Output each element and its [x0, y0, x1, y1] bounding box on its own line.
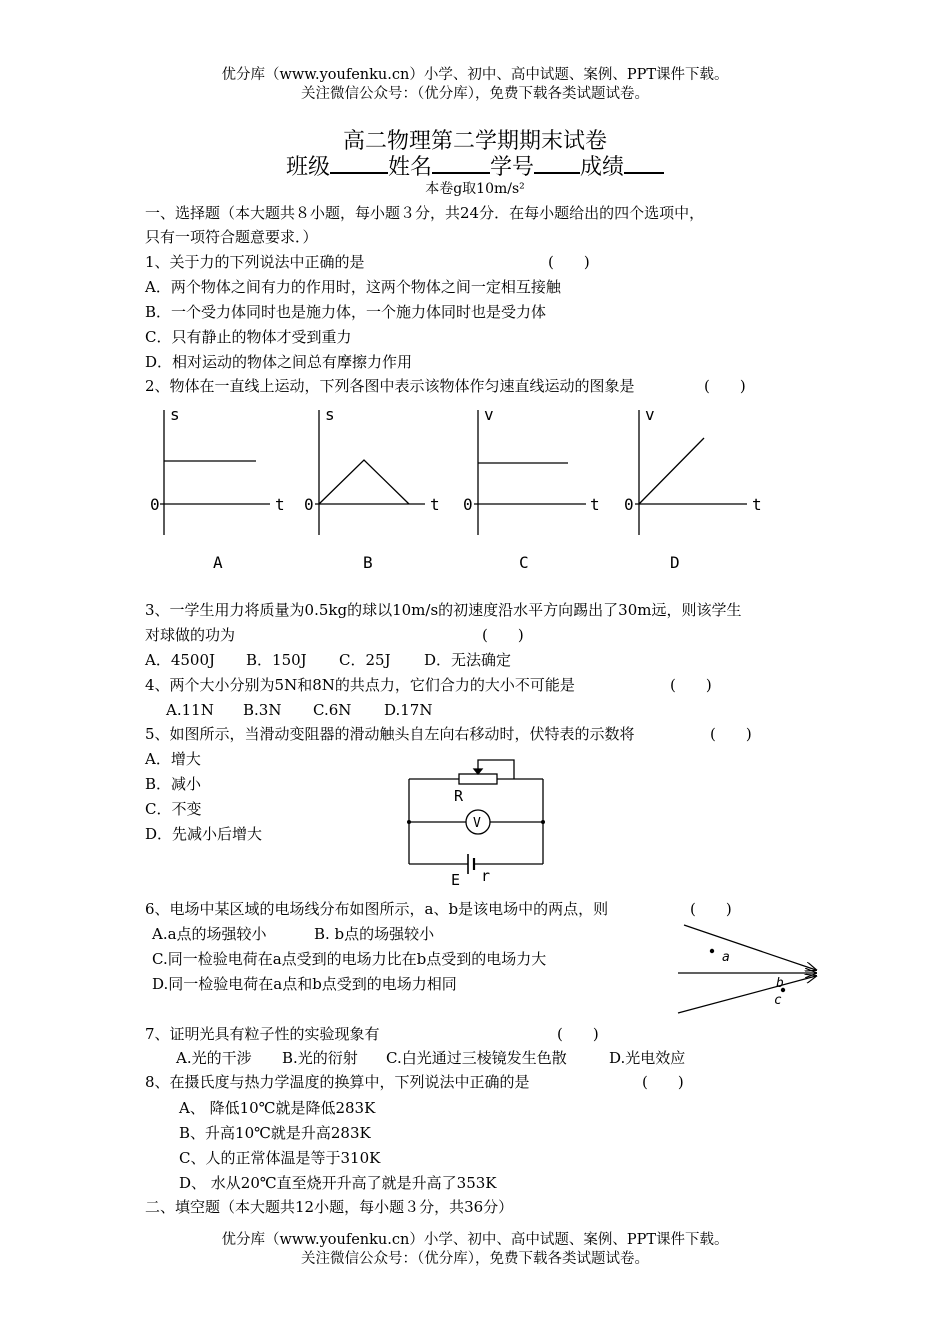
graph-c-y-label: v	[484, 405, 494, 424]
score-label: 成绩	[580, 155, 625, 180]
q8-answer-paren[interactable]: ( )	[642, 1073, 684, 1091]
q5-option-d: D．先减小后增大	[145, 825, 263, 843]
q2-answer-paren[interactable]: ( )	[704, 377, 746, 395]
graph-d-line	[639, 438, 704, 504]
graph-d-caption: D	[670, 553, 680, 572]
q6-answer-paren[interactable]: ( )	[690, 900, 732, 918]
gravity-note: 本卷g取10m/s²	[425, 181, 525, 197]
q3-option-d: D．无法确定	[424, 651, 512, 669]
q7-option-c: C.白光通过三棱镜发生色散	[386, 1049, 567, 1067]
graph-a	[150, 405, 285, 572]
id-blank[interactable]	[534, 152, 580, 174]
score-blank[interactable]	[624, 152, 664, 174]
q5-stem: 5、如图所示，当滑动变阻器的滑动触头自左向右移动时，伏特表的示数将	[145, 725, 635, 743]
q3-stem-2: 对球做的功为	[145, 626, 236, 644]
q2-graphs	[140, 400, 780, 580]
student-info-row	[0, 150, 950, 181]
q6-option-a: A.a点的场强较小	[152, 925, 267, 943]
point-c-label: c	[774, 993, 782, 1008]
graph-b-line	[319, 460, 409, 504]
q6-stem: 6、电场中某区域的电场线分布如图所示，a、b是该电场中的两点，则	[145, 900, 609, 918]
q6-option-d: D.同一检验电荷在a点和b点受到的电场力相同	[152, 975, 457, 993]
page-title: 高二物理第二学期期末试卷	[342, 129, 607, 154]
graph-a-caption: A	[213, 553, 223, 572]
q3-option-a: A．4500J	[145, 651, 216, 669]
name-label: 姓名	[387, 155, 432, 180]
internal-resistance-label: r	[481, 867, 491, 885]
graph-d-x-label: t	[752, 495, 762, 514]
name-blank[interactable]	[432, 152, 490, 174]
q1-option-a: A．两个物体之间有力的作用时，这两个物体之间一定相互接触	[145, 278, 561, 296]
q3-option-b: B．150J	[246, 651, 307, 669]
graph-a-origin: 0	[150, 495, 160, 514]
q4-option-a: A.11N	[166, 701, 214, 719]
q1-option-d: D．相对运动的物体之间总有摩擦力作用	[145, 353, 413, 371]
field-line-bottom	[678, 976, 816, 1013]
q8-option-c: C、人的正常体温是等于310K	[179, 1149, 381, 1167]
q3-answer-paren[interactable]: ( )	[482, 626, 524, 644]
q7-answer-paren[interactable]: ( )	[557, 1025, 599, 1043]
q5-answer-paren[interactable]: ( )	[710, 725, 752, 743]
q5-option-b: B．减小	[145, 775, 202, 793]
class-label: 班级	[285, 155, 330, 180]
q4-option-c: C.6N	[313, 701, 352, 719]
graph-c	[463, 405, 600, 572]
q8-option-d: D、 水从20℃直至烧开升高了就是升高了353K	[179, 1174, 497, 1192]
q1-stem: 1、关于力的下列说法中正确的是	[145, 253, 365, 271]
footer-line-2: 关注微信公众号：（优分库），免费下载各类试题试卷。	[301, 1251, 649, 1267]
q7-option-d: D.光电效应	[609, 1049, 686, 1067]
q5-circuit	[400, 752, 560, 890]
q7-option-a: A.光的干涉	[176, 1049, 252, 1067]
graph-a-x-label: t	[275, 495, 285, 514]
section2-heading: 二、填空题（本大题共12小题，每小题３分，共36分）	[145, 1198, 514, 1216]
q6-option-c: C.同一检验电荷在a点受到的电场力比在b点受到的电场力大	[152, 950, 547, 968]
header-line-1: 优分库（www.youfenku.cn）小学、初中、高中试题、案例、PPT课件下载。	[221, 67, 729, 83]
id-label: 学号	[490, 155, 535, 180]
graph-b-x-label: t	[430, 495, 440, 514]
q4-answer-paren[interactable]: ( )	[670, 676, 712, 694]
graph-d-y-label: v	[645, 405, 655, 424]
q5-option-a: A．增大	[145, 750, 201, 768]
point-b-label: b	[776, 976, 784, 991]
q8-option-a: A、 降低10℃就是降低283K	[179, 1099, 376, 1117]
section1-heading-1: 一、选择题（本大题共８小题，每小题３分，共24分．在每小题给出的四个选项中，	[145, 204, 705, 222]
header-line-2: 关注微信公众号：（优分库），免费下载各类试题试卷。	[301, 86, 649, 102]
graph-c-origin: 0	[463, 495, 473, 514]
resistor-label: R	[454, 787, 464, 805]
graph-c-x-label: t	[590, 495, 600, 514]
class-blank[interactable]	[330, 152, 388, 174]
q7-option-b: B.光的衍射	[282, 1049, 358, 1067]
q1-answer-paren[interactable]: ( )	[548, 253, 590, 271]
q8-option-b: B、升高10℃就是升高283K	[179, 1124, 371, 1142]
section1-heading-2: 只有一项符合题意要求．）	[145, 228, 318, 246]
resistor-r	[459, 774, 497, 784]
point-a-label: a	[722, 950, 730, 965]
emf-label: E	[451, 871, 461, 889]
graph-c-caption: C	[519, 553, 529, 572]
graph-b-origin: 0	[304, 495, 314, 514]
q3-option-c: C．25J	[339, 651, 391, 669]
voltmeter-label: V	[473, 816, 481, 831]
q3-stem-1: 3、一学生用力将质量为0.5kg的球以10m/s的初速度沿水平方向踢出了30m远，则该学生	[145, 601, 742, 619]
q2-stem: 2、物体在一直线上运动，下列各图中表示该物体作匀速直线运动的图象是	[145, 377, 635, 395]
q5-option-c: C．不变	[145, 800, 202, 818]
q6-field-lines	[670, 915, 830, 1025]
q1-option-b: B．一个受力体同时也是施力体，一个施力体同时也是受力体	[145, 303, 547, 321]
q6-option-b: B. b点的场强较小	[314, 925, 435, 943]
graph-b	[304, 405, 440, 572]
q7-stem: 7、证明光具有粒子性的实验现象有	[145, 1025, 380, 1043]
q4-option-d: D.17N	[384, 701, 433, 719]
graph-d-origin: 0	[624, 495, 634, 514]
q4-stem: 4、两个大小分别为5N和8N的共点力，它们合力的大小不可能是	[145, 676, 575, 694]
graph-a-y-label: s	[170, 405, 180, 424]
q4-option-b: B.3N	[243, 701, 282, 719]
graph-b-y-label: s	[325, 405, 335, 424]
q8-stem: 8、在摄氏度与热力学温度的换算中，下列说法中正确的是	[145, 1073, 530, 1091]
footer-line-1: 优分库（www.youfenku.cn）小学、初中、高中试题、案例、PPT课件下载。	[221, 1232, 729, 1248]
graph-b-caption: B	[363, 553, 373, 572]
point-a	[710, 949, 714, 953]
field-line-top	[684, 925, 816, 970]
q1-option-c: C．只有静止的物体才受到重力	[145, 328, 352, 346]
graph-d	[624, 405, 762, 572]
